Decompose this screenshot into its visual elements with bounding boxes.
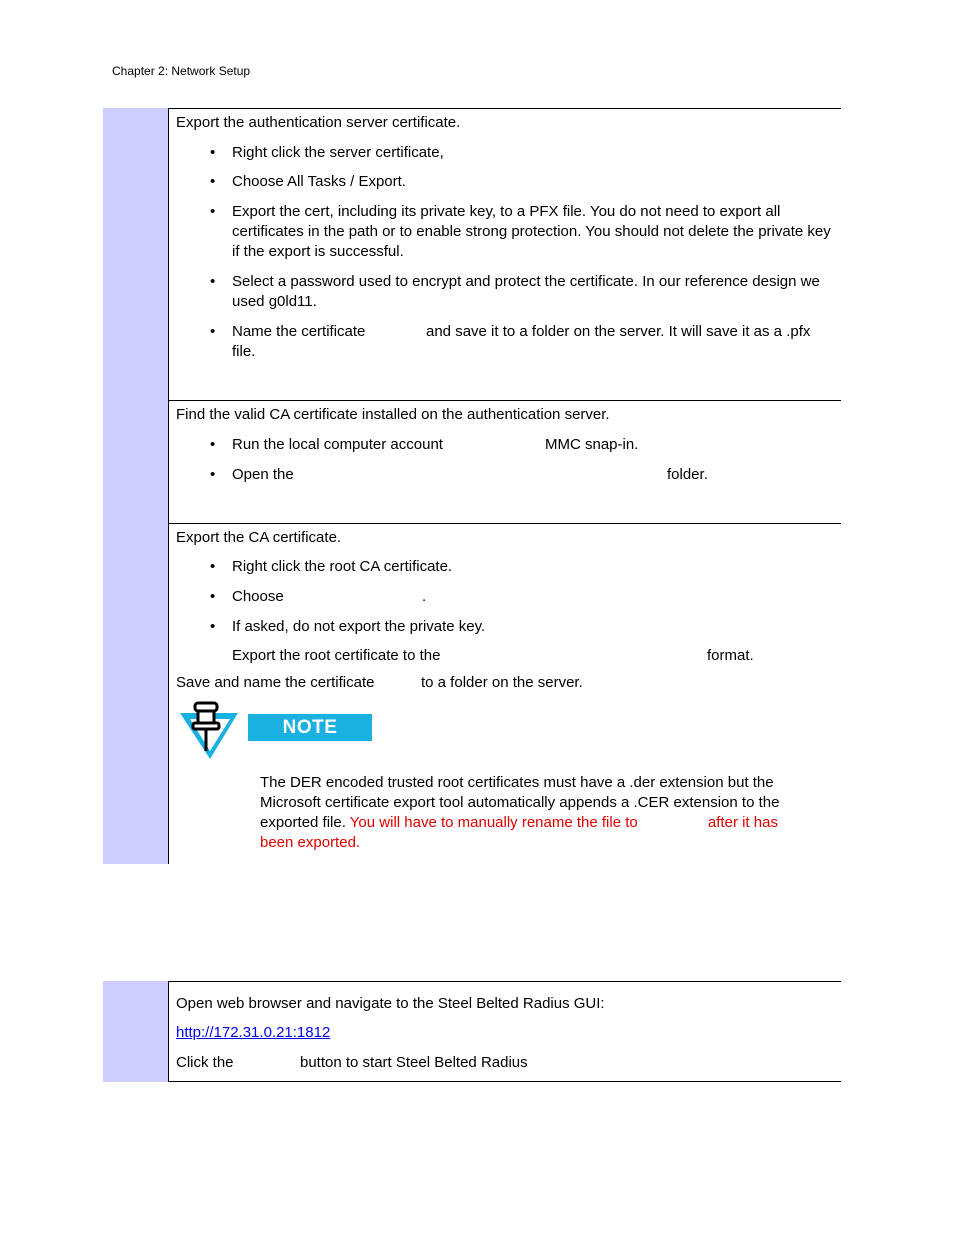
sbr-gui-link[interactable]: http://172.31.0.21:1812 <box>176 1024 331 1041</box>
step-export-ca-cert: Export the CA certificate. • Right click the root CA certificate. • Choose . • If asked, do not export the private key. Export the root certificate to the format. Save and name the certificate to a folder on the server. NOTE The DER encoded trusted root certificates must have a .der extension but the Microsoft certificate export tool automatically appends a .CER extension to the exported file. You will have to manually rename the file to after it has been exported. <box>103 523 841 864</box>
bullet-dot-icon: • <box>210 588 216 605</box>
step-find-ca-cert: Find the valid CA certificate installed on the authentication server. • Run the local computer account MMC snap-in. • Open the folder. <box>103 400 841 524</box>
list-item: • Select a password used to encrypt and protect the certificate. In our reference design we used g0ld11. <box>210 273 820 310</box>
divider <box>103 981 841 982</box>
step-intro: Find the valid CA certificate installed on the authentication server. <box>176 406 610 423</box>
bullet-dot-icon: • <box>210 273 216 290</box>
divider <box>103 1081 841 1082</box>
step-number-column <box>103 523 169 864</box>
warning-text: after it has been exported. <box>260 814 778 851</box>
bullet-dot-icon: • <box>210 436 216 453</box>
chapter-header: Chapter 2: Network Setup <box>112 64 251 78</box>
divider <box>103 523 841 524</box>
bullet-dot-icon: • <box>210 323 216 340</box>
bullet-dot-icon: • <box>210 173 216 190</box>
step-number-column <box>103 400 169 524</box>
step-intro: Export the authentication server certificate. <box>176 114 461 131</box>
list-item: • Right click the root CA certificate. <box>210 558 453 575</box>
step-open-sbr-gui: Open web browser and navigate to the Steel Belted Radius GUI: http://172.31.0.21:1812 Click the button to start Steel Belted Radius <box>103 981 841 1082</box>
warning-text: You will have to manually rename the file to <box>349 814 638 831</box>
step-intro: Open web browser and navigate to the Steel Belted Radius GUI: <box>176 995 605 1012</box>
bullet-dot-icon: • <box>210 144 216 161</box>
step-export-server-cert <box>103 108 841 401</box>
list-item: • Export the cert, including its private key, to a PFX file. You do not need to export all certificates in the path or to enable strong protection. You should not delete the private key if the export is successful. <box>210 203 831 260</box>
pushpin-icon <box>180 701 240 761</box>
divider <box>103 400 841 401</box>
note-text: The DER encoded trusted root certificates must have a .der extension but the Microsoft certificate export tool automatically appends a .CER extension to the exported file. You will have to manually rename the file to after it has been exported. <box>260 774 780 851</box>
list-item: • Name the certificate and save it to a folder on the server. It will save it as a .pfx file. <box>210 323 811 360</box>
bullet-dot-icon: • <box>210 466 216 483</box>
list-item: • Right click the server certificate, <box>210 144 444 161</box>
step-intro: Export the CA certificate. <box>176 529 342 546</box>
bullet-dot-icon: • <box>210 618 216 635</box>
bullet-dot-icon: • <box>210 203 216 220</box>
list-item: • Choose All Tasks / Export. <box>210 173 406 190</box>
step-number-column <box>103 108 169 401</box>
bullet-dot-icon: • <box>210 558 216 575</box>
note-badge: NOTE <box>248 714 372 741</box>
divider <box>103 108 841 109</box>
list-item: • If asked, do not export the private key. <box>210 618 486 635</box>
step-number-column <box>103 981 169 1082</box>
